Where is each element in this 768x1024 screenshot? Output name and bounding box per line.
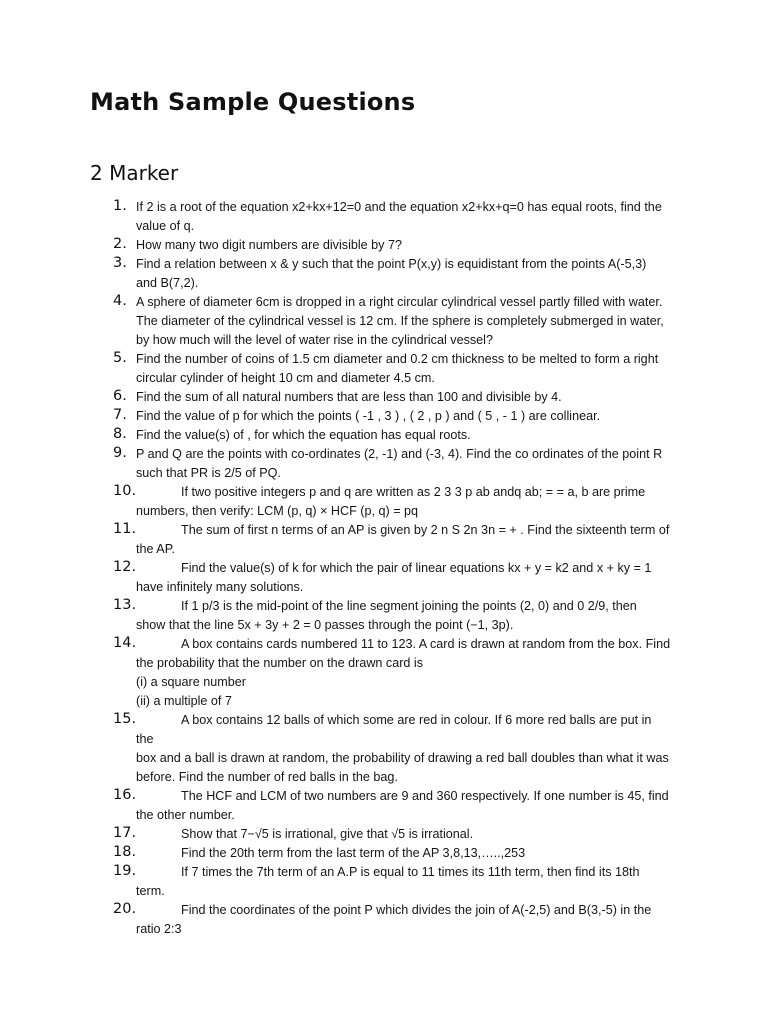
question-item [0, 388, 768, 407]
question-number: 6. [113, 388, 127, 404]
question-body: Show that 7−√5 is irrational, give that √5 is irrational. [181, 827, 474, 841]
question-number: 14. [113, 635, 137, 651]
question-text [136, 561, 651, 594]
question-text [136, 390, 562, 404]
question-body: The sum of first n terms of an AP is given by 2 n S 2n 3n = + . Find the sixteenth term of the AP. [136, 523, 670, 556]
question-item [0, 426, 768, 445]
question-text [136, 789, 669, 822]
question-text [136, 713, 669, 784]
question-item [0, 597, 768, 635]
question-number: 13. [113, 597, 137, 613]
question-number: 17. [113, 825, 137, 841]
question-item [0, 787, 768, 825]
question-body: P and Q are the points with co-ordinates (2, -1) and (-3, 4). Find the co ordinates of the point R such that PR is 2/5 of PQ. [136, 447, 663, 480]
question-number: 10. [113, 483, 137, 499]
question-text [136, 865, 640, 898]
question-text [136, 447, 662, 480]
question-text [136, 485, 645, 518]
question-text [136, 846, 525, 860]
question-body: The HCF and LCM of two numbers are 9 and 360 respectively. If one number is 45, find the other number. [136, 789, 669, 822]
question-text [136, 295, 664, 347]
question-text [136, 827, 473, 841]
question-body: Find the sum of all natural numbers that are less than 100 and divisible by 4. [136, 390, 562, 404]
question-body: If two positive integers p and q are written as 2 3 3 p ab andq ab; = = a, b are prime numbers, then verify: LCM (p, q) × HCF (p, q) = pq [136, 485, 646, 518]
question-number: 11. [113, 521, 137, 537]
question-body: If 7 times the 7th term of an A.P is equal to 11 times its 11th term, then find its 18th term. [136, 865, 640, 898]
question-text [136, 523, 669, 556]
question-text [136, 200, 662, 233]
question-number: 15. [113, 711, 137, 727]
question-item [0, 844, 768, 863]
question-number: 5. [113, 350, 127, 366]
question-body: If 2 is a root of the equation x2+kx+12=0 and the equation x2+kx+q=0 has equal roots, find the value of q. [136, 200, 662, 233]
question-item [0, 521, 768, 559]
question-text [136, 903, 651, 936]
question-item [0, 198, 768, 236]
question-number: 1. [113, 198, 127, 214]
page-title: Math Sample Questions [90, 88, 416, 116]
question-item [0, 255, 768, 293]
question-body: Find a relation between x & y such that the point P(x,y) is equidistant from the points A(-5,3) and B(7,2). [136, 257, 647, 290]
question-number: 18. [113, 844, 137, 860]
question-item [0, 236, 768, 255]
question-text [136, 409, 600, 423]
question-number: 2. [113, 236, 127, 252]
question-item [0, 901, 768, 939]
question-body: How many two digit numbers are divisible by 7? [136, 238, 402, 252]
question-item [0, 483, 768, 521]
question-list [0, 198, 768, 939]
question-number: 16. [113, 787, 137, 803]
question-item [0, 293, 768, 350]
question-item [0, 711, 768, 787]
question-text [136, 637, 670, 708]
question-text [136, 428, 471, 442]
question-text [136, 238, 402, 252]
question-item [0, 863, 768, 901]
question-body: A box contains 12 balls of which some are red in colour. If 6 more red balls are put in the box and a ball is drawn at random, the probability of drawing a red ball doubles than what it was before. Find the number of red balls in the bag. [136, 713, 669, 784]
question-body: A box contains cards numbered 11 to 123. A card is drawn at random from the box. Find the probability that the number on the drawn card is (i) a square number (ii) a multiple of 7 [136, 637, 671, 708]
question-body: Find the number of coins of 1.5 cm diameter and 0.2 cm thickness to be melted to form a right circular cylinder of height 10 cm and diameter 4.5 cm. [136, 352, 659, 385]
question-body: Find the 20th term from the last term of the AP 3,8,13,…..,253 [181, 846, 526, 860]
question-number: 12. [113, 559, 137, 575]
question-item [0, 350, 768, 388]
question-body: Find the value(s) of k for which the pair of linear equations kx + y = k2 and x + ky = 1 have infinitely many solutions. [136, 561, 652, 594]
question-body: Find the value(s) of , for which the equation has equal roots. [136, 428, 471, 442]
question-number: 7. [113, 407, 127, 423]
question-text [136, 352, 658, 385]
section-heading: 2 Marker [90, 161, 179, 185]
question-text [136, 257, 646, 290]
question-body: Find the coordinates of the point P which divides the join of A(-2,5) and B(3,-5) in the ratio 2:3 [136, 903, 652, 936]
question-number: 20. [113, 901, 137, 917]
question-item [0, 445, 768, 483]
question-number: 3. [113, 255, 127, 271]
question-number: 4. [113, 293, 127, 309]
question-item [0, 559, 768, 597]
question-item [0, 635, 768, 711]
question-item [0, 407, 768, 426]
question-body: If 1 p/3 is the mid-point of the line segment joining the points (2, 0) and 0 2/9, then show that the line 5x + 3y + 2 = 0 passes through the point (−1, 3p). [136, 599, 637, 632]
question-item [0, 825, 768, 844]
question-number: 19. [113, 863, 137, 879]
question-body: Find the value of p for which the points ( -1 , 3 ) , ( 2 , p ) and ( 5 , - 1 ) are collinear. [136, 409, 601, 423]
question-number: 9. [113, 445, 127, 461]
question-text [136, 599, 637, 632]
question-number: 8. [113, 426, 127, 442]
question-body: A sphere of diameter 6cm is dropped in a right circular cylindrical vessel partly filled with water. The diameter of the cylindrical vessel is 12 cm. If the sphere is completely submerged in water, by how much will the level of water rise in the cylindrical vessel? [136, 295, 664, 347]
